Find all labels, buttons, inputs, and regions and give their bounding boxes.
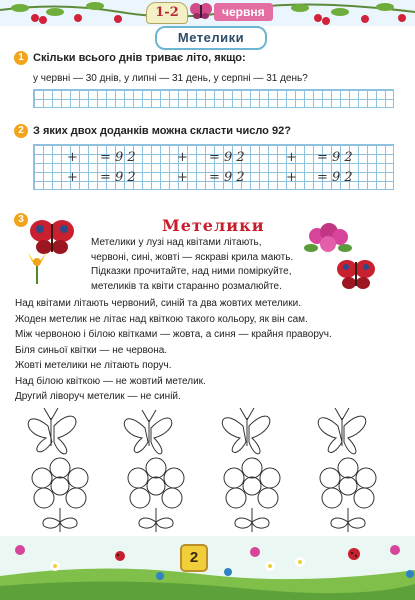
- red-butterfly-icon: [336, 258, 376, 290]
- equation-result: = 9 2: [100, 150, 136, 165]
- plus-sign: +: [177, 170, 188, 185]
- poem-line: метеликів та квіти старанно розмалюйте.: [91, 280, 282, 292]
- equation-result: = 9 2: [317, 170, 353, 185]
- task-2-number: 2: [14, 124, 28, 138]
- equation-result: = 9 2: [317, 150, 353, 165]
- yellow-flower-icon: [22, 248, 52, 284]
- equation-result: = 9 2: [209, 150, 245, 165]
- butterfly-outline-4: [318, 408, 366, 454]
- task-1-question: Скільки всього днів триває літо, якщо:: [33, 52, 246, 64]
- month-label: червня: [214, 3, 273, 21]
- coloring-area[interactable]: [18, 398, 398, 536]
- plus-sign: +: [67, 170, 78, 185]
- butterfly-icon: [190, 2, 212, 20]
- poem-line: Підказки прочитайте, над ними поміркуйте,: [91, 266, 292, 277]
- flower-outline-4: [320, 458, 376, 532]
- flower-outline-3: [224, 458, 280, 532]
- equation-result: = 9 2: [209, 170, 245, 185]
- clue-list: [15, 296, 405, 405]
- butterfly-outline-2: [124, 410, 172, 454]
- equation-result: = 9 2: [100, 170, 136, 185]
- poem-line: Метелики у лузі над квітами літають,: [91, 237, 262, 248]
- poem-line: червоні, сині, жовті — яскраві крила мають.: [91, 251, 294, 263]
- plus-sign: +: [177, 150, 188, 165]
- flower-outline-2: [128, 458, 184, 532]
- task-1-statement: у червні — 30 днів, у липні — 31 день, у серпні — 31 день?: [33, 73, 308, 84]
- task-3-number: 3: [14, 213, 28, 227]
- clue-line: Між червоною і білою квітками — жовта, а синя — крайня праворуч.: [15, 329, 332, 340]
- story-title: Метелики: [162, 216, 265, 235]
- butterfly-outline-1: [28, 408, 76, 454]
- plus-sign: +: [286, 170, 297, 185]
- page-number: 2: [180, 544, 208, 572]
- task-1-number: 1: [14, 51, 28, 65]
- answer-grid-1[interactable]: [33, 89, 394, 108]
- poem: [91, 236, 311, 294]
- clue-line: Жовті метелики не літають поруч.: [15, 360, 172, 371]
- week-badge: 1-2: [146, 2, 188, 24]
- flower-outline-1: [32, 458, 88, 532]
- page-title: Метелики: [155, 26, 267, 50]
- clue-line: Жоден метелик не літає над квіткою такого кольору, як він сам.: [15, 313, 308, 325]
- clue-line: Над квітами літають червоний, синій та два жовтих метелики.: [15, 298, 301, 309]
- plus-sign: +: [286, 150, 297, 165]
- task-2-question: З яких двох доданків можна скласти число 92?: [33, 125, 291, 137]
- clue-line: Біля синьої квітки — не червона.: [15, 344, 168, 356]
- clue-line: Другий ліворуч метелик — не синій.: [15, 391, 181, 402]
- plus-sign: +: [67, 150, 78, 165]
- clue-line: Над білою квіткою — не жовтий метелик.: [15, 375, 206, 387]
- butterfly-outline-3: [222, 408, 270, 454]
